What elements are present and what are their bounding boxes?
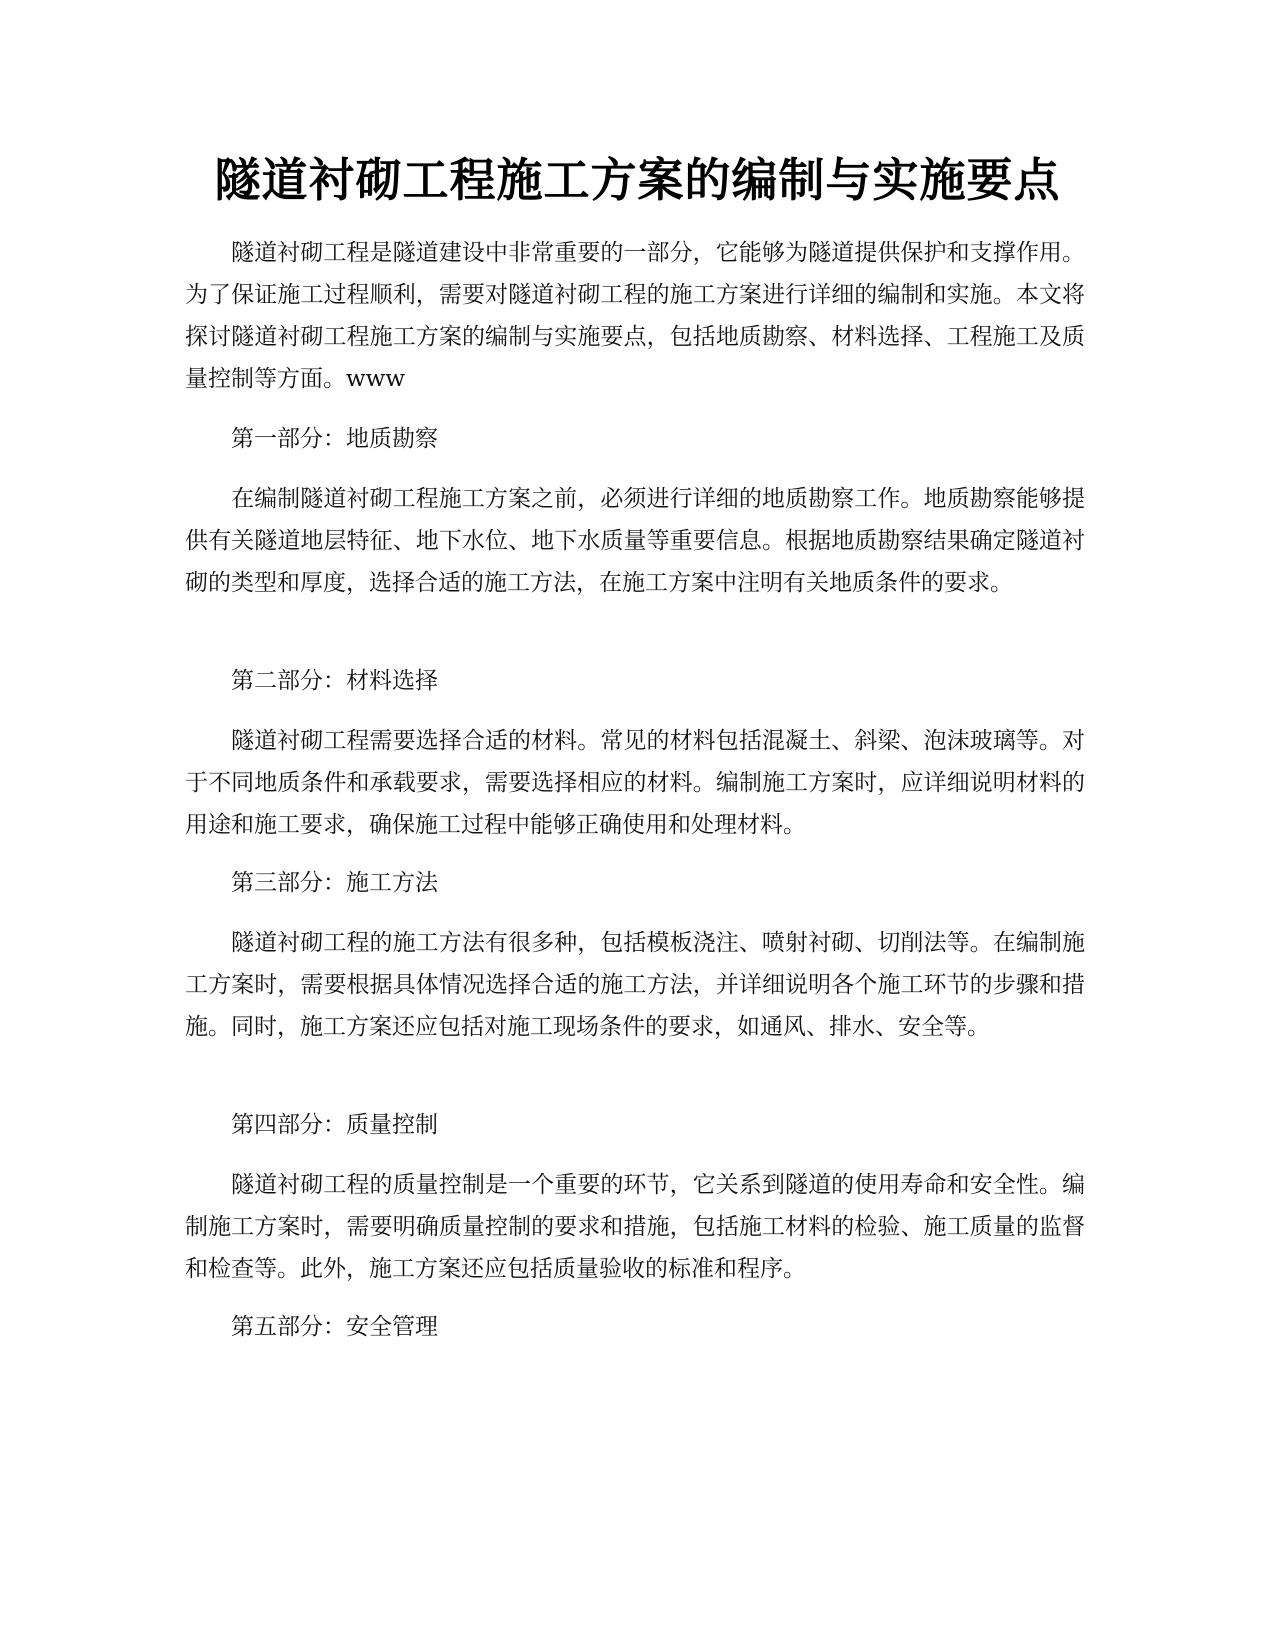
section-body-geology: 在编制隧道衬砌工程施工方案之前，必须进行详细的地质勘察工作。地质勘察能够提供有关隧道地层特征、地下水位、地下水质量等重要信息。根据地质勘察结果确定隧道衬砌的类型和厚度，选择合适的施工方法，在施工方案中注明有关地质条件的要求。 (185, 486, 1085, 596)
intro-paragraph: 隧道衬砌工程是隧道建设中非常重要的一部分，它能够为隧道提供保护和支撑作用。为了保证施工过程顺利，需要对隧道衬砌工程的施工方案进行详细的编制和实施。本文将探讨隧道衬砌工程施工方案的编制与实施要点，包括地质勘察、材料选择、工程施工及质量控制等方面。www (185, 240, 1085, 392)
section-heading-geology: 第一部分：地质勘察 (231, 426, 438, 452)
section-heading-methods: 第三部分：施工方法 (231, 870, 438, 896)
section-heading-materials: 第二部分：材料选择 (231, 668, 438, 694)
section-heading-safety: 第五部分：安全管理 (231, 1314, 438, 1340)
section-heading-quality: 第四部分：质量控制 (231, 1112, 438, 1138)
document-title: 隧道衬砌工程施工方案的编制与实施要点 (214, 153, 1061, 207)
section-body-quality: 隧道衬砌工程的质量控制是一个重要的环节，它关系到隧道的使用寿命和安全性。编制施工方案时，需要明确质量控制的要求和措施，包括施工材料的检验、施工质量的监督和检查等。此外，施工方案还应包括质量验收的标准和程序。 (185, 1172, 1085, 1282)
section-body-methods: 隧道衬砌工程的施工方法有很多种，包括模板浇注、喷射衬砌、切削法等。在编制施工方案时，需要根据具体情况选择合适的施工方法，并详细说明各个施工环节的步骤和措施。同时，施工方案还应包括对施工现场条件的要求，如通风、排水、安全等。 (185, 930, 1085, 1040)
section-body-materials: 隧道衬砌工程需要选择合适的材料。常见的材料包括混凝土、斜梁、泡沫玻璃等。对于不同地质条件和承载要求，需要选择相应的材料。编制施工方案时，应详细说明材料的用途和施工要求，确保施工过程中能够正确使用和处理材料。 (185, 728, 1085, 838)
